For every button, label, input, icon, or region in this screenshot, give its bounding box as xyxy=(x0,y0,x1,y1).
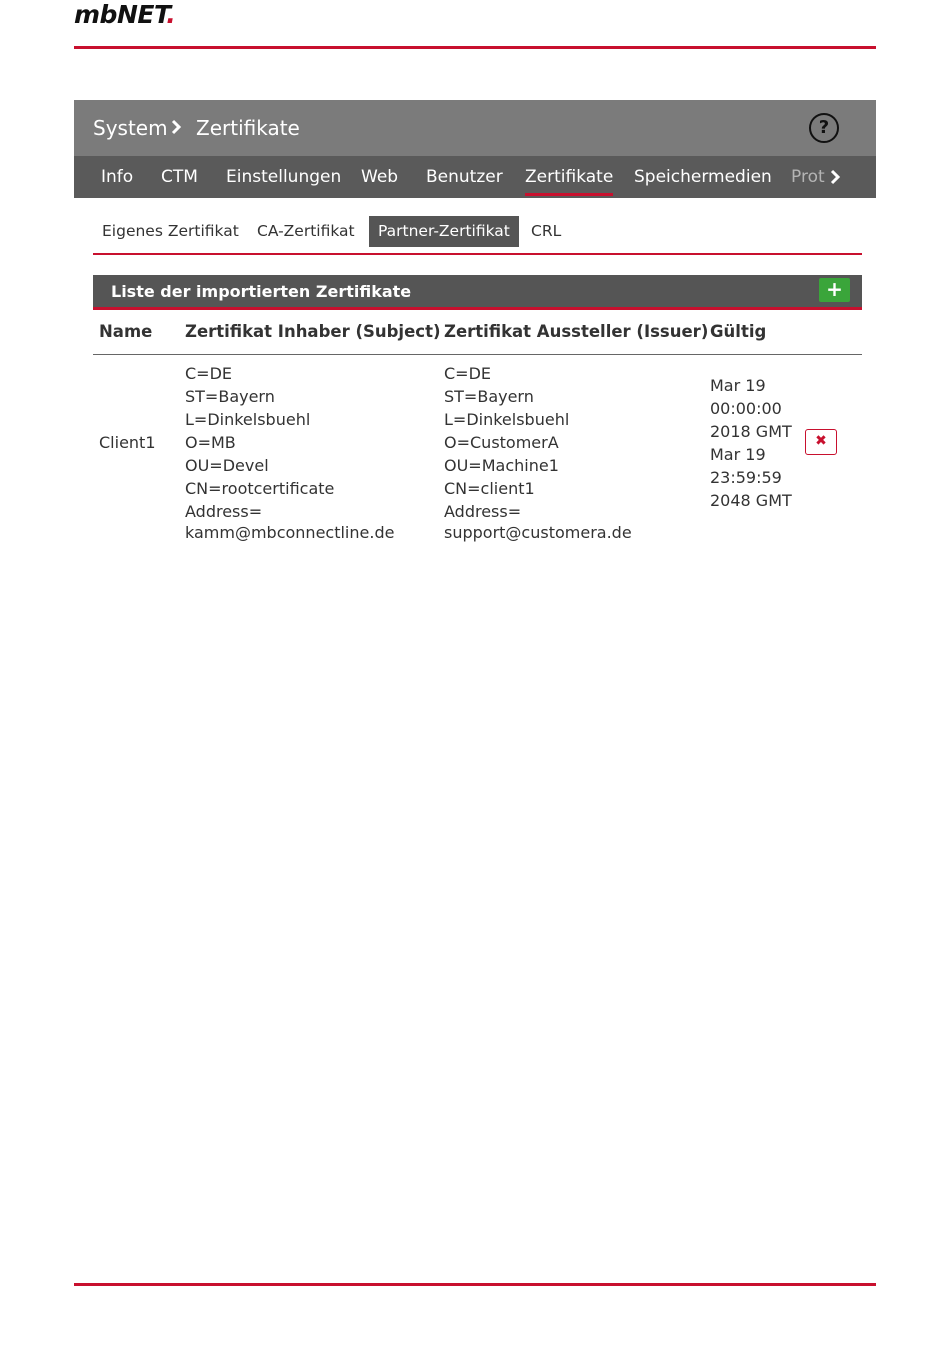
subject-line: O=MB xyxy=(185,433,236,452)
cell-subject xyxy=(185,362,394,543)
subtab-rule xyxy=(93,253,862,255)
subject-line: kamm@mbconnectline.de xyxy=(185,523,395,542)
breadcrumb xyxy=(74,100,876,156)
valid-line: Mar 19 xyxy=(710,445,766,464)
subtab-crl[interactable]: CRL xyxy=(531,222,562,240)
cell-issuer xyxy=(444,362,632,543)
chevron-right-icon xyxy=(170,118,182,136)
nav-item-ctm[interactable]: CTM xyxy=(161,167,198,187)
valid-line: 2018 GMT xyxy=(710,422,792,441)
subject-line: CN=rootcertificate xyxy=(185,479,335,498)
subject-line: Address= xyxy=(185,502,263,521)
subject-line: OU=Devel xyxy=(185,456,269,475)
list-title: Liste der importierten Zertifikate xyxy=(111,282,412,301)
issuer-line: support@customera.de xyxy=(444,523,632,542)
column-header-subject: Zertifikat Inhaber (Subject) xyxy=(185,322,441,341)
main-nav xyxy=(74,156,876,198)
nav-item-benutzer[interactable]: Benutzer xyxy=(426,167,503,187)
subtab-partner-zertifikat[interactable]: Partner-Zertifikat xyxy=(369,216,519,247)
table-header-rule xyxy=(93,354,862,355)
subtab-ca-zertifikat[interactable]: CA-Zertifikat xyxy=(257,222,355,240)
issuer-line: CN=client1 xyxy=(444,479,535,498)
column-header-valid: Gültig xyxy=(710,322,767,341)
subtab-eigenes-zertifikat[interactable]: Eigenes Zertifikat xyxy=(102,222,239,240)
issuer-line: ST=Bayern xyxy=(444,387,534,406)
issuer-line: OU=Machine1 xyxy=(444,456,559,475)
logo-text: mbNET xyxy=(74,0,167,29)
logo-dot: . xyxy=(166,0,176,29)
chevron-right-icon[interactable] xyxy=(829,168,841,186)
issuer-line: Address= xyxy=(444,502,522,521)
valid-line: 2048 GMT xyxy=(710,491,792,510)
valid-line: Mar 19 xyxy=(710,376,766,395)
help-icon[interactable]: ? xyxy=(809,113,839,143)
nav-item-zertifikate[interactable]: Zertifikate xyxy=(525,167,614,187)
column-header-name: Name xyxy=(99,322,153,341)
subject-line: ST=Bayern xyxy=(185,387,275,406)
list-header xyxy=(93,275,862,310)
screenshot-panel xyxy=(74,100,876,542)
delete-certificate-button[interactable]: ✖ xyxy=(805,429,837,455)
mbnet-logo xyxy=(74,0,175,29)
issuer-line: O=CustomerA xyxy=(444,433,559,452)
cell-name: Client1 xyxy=(99,433,156,452)
issuer-line: L=Dinkelsbuehl xyxy=(444,410,570,429)
valid-line: 23:59:59 xyxy=(710,468,782,487)
column-header-issuer: Zertifikat Aussteller (Issuer) xyxy=(444,322,709,341)
nav-item-web[interactable]: Web xyxy=(361,167,399,187)
subject-line: L=Dinkelsbuehl xyxy=(185,410,311,429)
breadcrumb-current: Zertifikate xyxy=(196,116,300,140)
valid-line: 00:00:00 xyxy=(710,399,782,418)
subject-line: C=DE xyxy=(185,364,233,383)
breadcrumb-system[interactable]: System xyxy=(93,116,168,140)
issuer-line: C=DE xyxy=(444,364,492,383)
add-certificate-button[interactable]: + xyxy=(819,278,850,302)
nav-item-einstellungen[interactable]: Einstellungen xyxy=(226,167,342,187)
nav-item-info[interactable]: Info xyxy=(101,167,134,187)
footer-rule xyxy=(74,1283,876,1286)
nav-item-protokoll[interactable]: Prot xyxy=(791,167,825,187)
cell-valid xyxy=(710,374,792,512)
nav-item-speichermedien[interactable]: Speichermedien xyxy=(634,167,772,187)
header-rule xyxy=(74,46,876,49)
